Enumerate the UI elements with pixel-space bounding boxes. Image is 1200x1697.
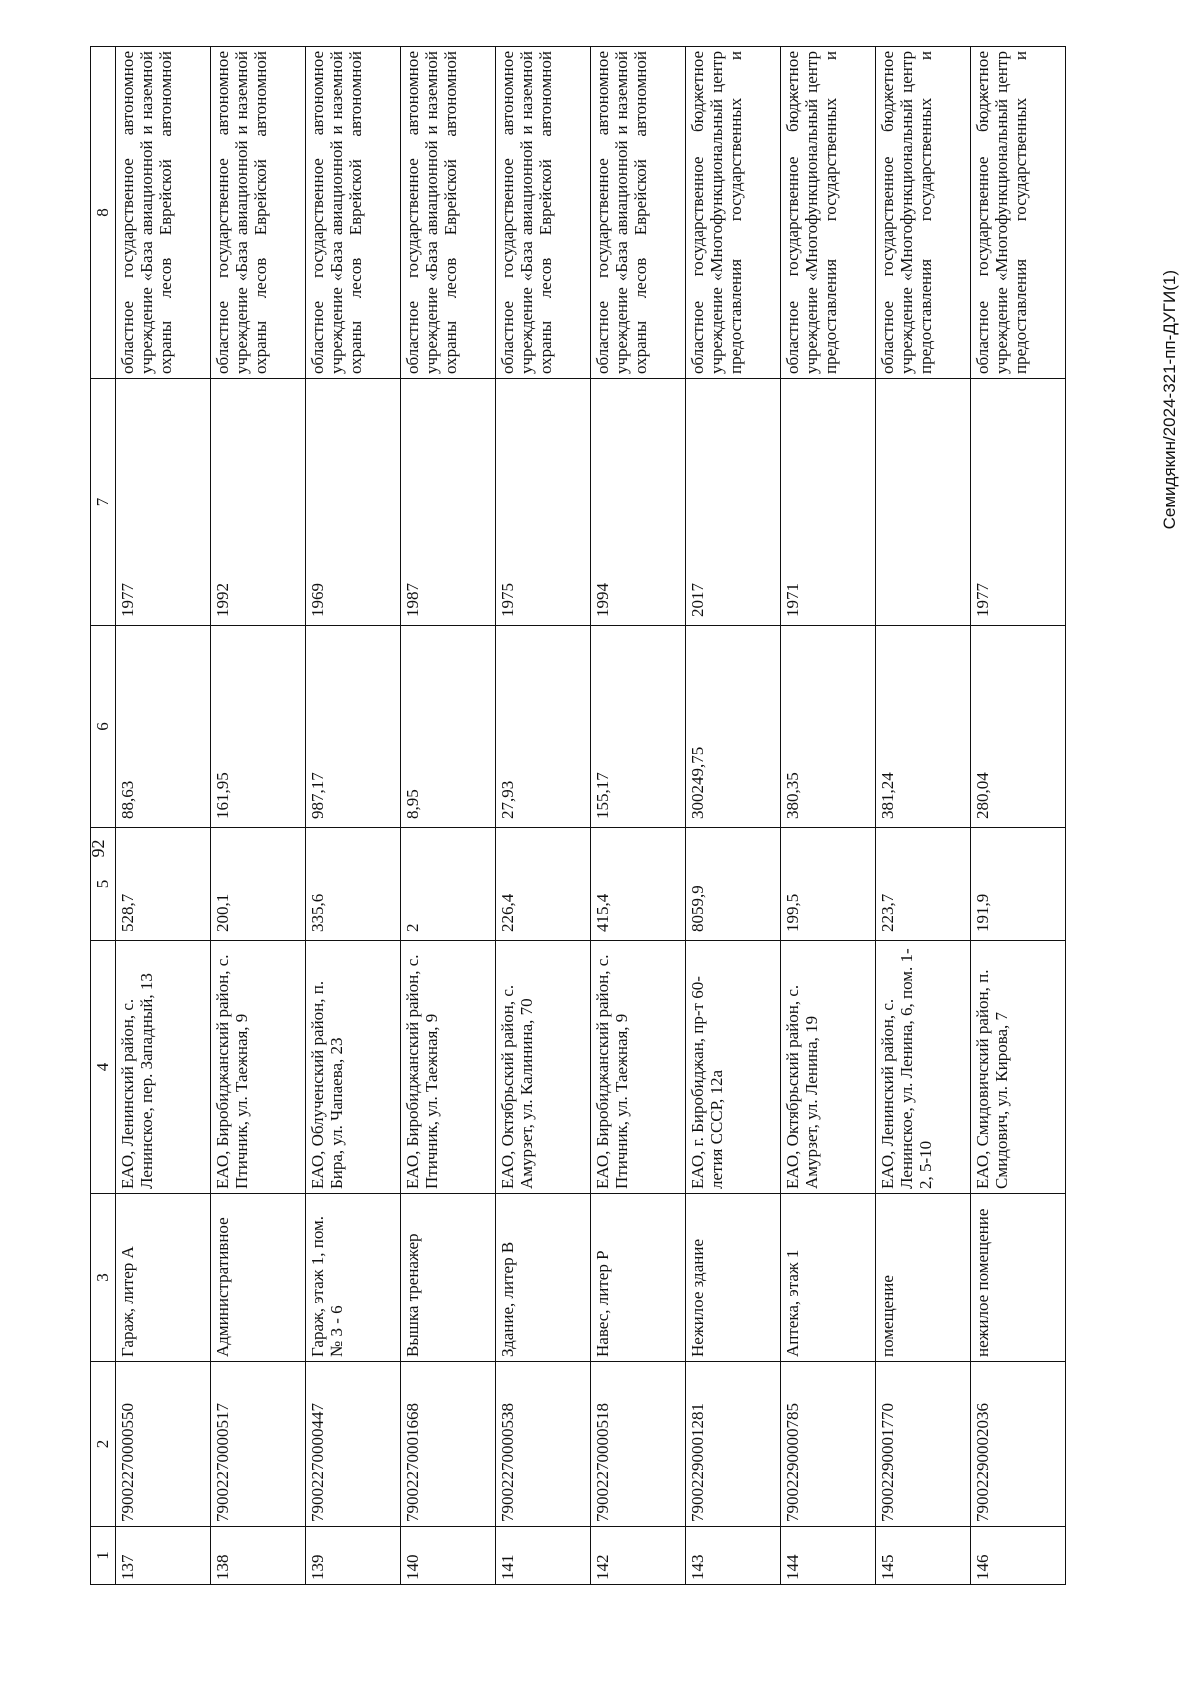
cell-name — [781, 1194, 876, 1362]
cell-text: 139 — [308, 1554, 327, 1580]
property-table — [90, 46, 1066, 1585]
cell-text: 1977 — [973, 583, 992, 617]
cell-name — [116, 1194, 211, 1362]
cell-holder — [211, 47, 306, 379]
cell-text: 280,04 — [973, 772, 992, 819]
cell-text: 1975 — [498, 583, 517, 617]
cell-value — [211, 626, 306, 828]
cell-text: 335,6 — [308, 893, 327, 932]
cell-name — [401, 1194, 496, 1362]
cell-text: Здание, литер В — [498, 1241, 517, 1357]
cell-value — [876, 626, 971, 828]
table-row — [876, 47, 971, 1585]
page-number: 92 — [88, 839, 108, 858]
header-row — [91, 47, 116, 1585]
cell-value — [971, 626, 1066, 828]
cell-code — [116, 1362, 211, 1527]
cell-code — [686, 1362, 781, 1527]
cell-text: 987,17 — [308, 772, 327, 819]
column-header: 2 — [91, 1362, 116, 1527]
cell-area — [591, 828, 686, 941]
table-row — [971, 47, 1066, 1585]
cell-n — [876, 1527, 971, 1585]
cell-address — [591, 941, 686, 1194]
table-row — [781, 47, 876, 1585]
cell-year — [876, 379, 971, 626]
cell-year — [306, 379, 401, 626]
cell-code — [496, 1362, 591, 1527]
cell-text: областное государственное бюджетное учреждение «Многофункциональный центр предоставления государственных и — [783, 51, 841, 374]
cell-text: ЕАО, Октябрьский район, с. Амурзет, ул. Калинина, 70 — [498, 984, 537, 1189]
cell-year — [116, 379, 211, 626]
cell-address — [686, 941, 781, 1194]
cell-address — [211, 941, 306, 1194]
cell-text: 79002290002036 — [973, 1403, 992, 1522]
cell-code — [211, 1362, 306, 1527]
cell-text: 1992 — [213, 583, 232, 617]
cell-n — [591, 1527, 686, 1585]
cell-text: ЕАО, Биробиджанский район, с. Птичник, ул. Таежная, 9 — [593, 954, 632, 1189]
cell-year — [971, 379, 1066, 626]
cell-text: 79002270000518 — [593, 1403, 612, 1522]
cell-text: 138 — [213, 1554, 232, 1580]
cell-name — [876, 1194, 971, 1362]
table-row — [496, 47, 591, 1585]
table-row — [401, 47, 496, 1585]
cell-text: ЕАО, Смидовичский район, п. Смидович, ул. Кирова, 7 — [973, 969, 1012, 1189]
cell-text: ЕАО, Ленинский район, с. Ленинское, ул. Ленина, 6, пом. 1-2, 5-10 — [878, 948, 936, 1189]
column-header: 7 — [91, 379, 116, 626]
cell-address — [306, 941, 401, 1194]
cell-text: 200,1 — [213, 893, 232, 932]
cell-address — [876, 941, 971, 1194]
cell-text: помещение — [878, 1275, 897, 1357]
cell-year — [496, 379, 591, 626]
cell-n — [686, 1527, 781, 1585]
cell-name — [306, 1194, 401, 1362]
column-header: 4 — [91, 941, 116, 1194]
cell-area — [781, 828, 876, 941]
cell-year — [211, 379, 306, 626]
cell-text: областное государственное бюджетное учреждение «Многофункциональный центр предоставления государственных и — [688, 51, 746, 374]
cell-address — [496, 941, 591, 1194]
cell-text: 2 — [403, 923, 422, 932]
cell-holder — [591, 47, 686, 379]
cell-text: 88,63 — [118, 780, 137, 819]
cell-code — [591, 1362, 686, 1527]
cell-text: Административное — [213, 1217, 232, 1357]
cell-text: областное государственное автономное учреждение «База авиационной и наземной охраны лесов Еврейской автономной — [308, 51, 366, 374]
cell-area — [306, 828, 401, 941]
cell-text: Гараж, этаж 1, пом. № 3 - 6 — [308, 1216, 347, 1357]
cell-address — [971, 941, 1066, 1194]
cell-area — [876, 828, 971, 941]
cell-text: 380,35 — [783, 772, 802, 819]
cell-text: 79002270000447 — [308, 1403, 327, 1522]
cell-text: 415,4 — [593, 893, 612, 932]
cell-text: ЕАО, Биробиджанский район, с. Птичник, ул. Таежная, 9 — [403, 954, 442, 1189]
cell-area — [401, 828, 496, 941]
cell-code — [306, 1362, 401, 1527]
table-body — [116, 47, 1066, 1585]
cell-area — [116, 828, 211, 941]
table-row — [211, 47, 306, 1585]
cell-text: ЕАО, г. Биробиджан, пр-т 60-летия СССР, 12а — [688, 976, 727, 1189]
cell-area — [686, 828, 781, 941]
cell-value — [116, 626, 211, 828]
table-row — [306, 47, 401, 1585]
cell-text: ЕАО, Октябрьский район, с. Амурзет, ул. Ленина, 19 — [783, 984, 822, 1189]
cell-value — [591, 626, 686, 828]
cell-n — [211, 1527, 306, 1585]
cell-text: 146 — [973, 1554, 992, 1580]
cell-area — [971, 828, 1066, 941]
cell-text: 143 — [688, 1554, 707, 1580]
cell-text: 161,95 — [213, 772, 232, 819]
cell-n — [116, 1527, 211, 1585]
cell-text: 226,4 — [498, 893, 517, 932]
cell-area — [211, 828, 306, 941]
cell-text: областное государственное автономное учреждение «База авиационной и наземной охраны лесов Еврейской автономной — [213, 51, 271, 374]
cell-holder — [781, 47, 876, 379]
cell-n — [496, 1527, 591, 1585]
cell-text: Аптека, этаж 1 — [783, 1249, 802, 1357]
cell-n — [971, 1527, 1066, 1585]
cell-text: 1969 — [308, 583, 327, 617]
cell-text: областное государственное автономное учреждение «База авиационной и наземной охраны лесов Еврейской автономной — [593, 51, 651, 374]
cell-text: 1971 — [783, 583, 802, 617]
cell-text: 27,93 — [498, 780, 517, 819]
cell-holder — [686, 47, 781, 379]
cell-text: 2017 — [688, 583, 707, 617]
cell-year — [401, 379, 496, 626]
cell-value — [496, 626, 591, 828]
cell-holder — [116, 47, 211, 379]
cell-text: Навес, литер Р — [593, 1250, 612, 1357]
cell-text: 79002270000538 — [498, 1403, 517, 1522]
cell-text: 79002270001668 — [403, 1403, 422, 1522]
cell-name — [211, 1194, 306, 1362]
cell-text: 145 — [878, 1554, 897, 1580]
cell-holder — [876, 47, 971, 379]
table-row — [591, 47, 686, 1585]
cell-area — [496, 828, 591, 941]
cell-text: 79002290001770 — [878, 1403, 897, 1522]
cell-text: областное государственное автономное учреждение «База авиационной и наземной охраны лесов Еврейской автономной — [403, 51, 461, 374]
cell-n — [401, 1527, 496, 1585]
cell-value — [306, 626, 401, 828]
cell-text: 381,24 — [878, 772, 897, 819]
cell-text: 1987 — [403, 583, 422, 617]
cell-text: 144 — [783, 1554, 802, 1580]
cell-year — [686, 379, 781, 626]
cell-n — [781, 1527, 876, 1585]
cell-text: 1977 — [118, 583, 137, 617]
cell-name — [591, 1194, 686, 1362]
cell-text: 300249,75 — [688, 746, 707, 819]
cell-address — [781, 941, 876, 1194]
cell-text: 155,17 — [593, 772, 612, 819]
cell-text: 8,95 — [403, 789, 422, 819]
cell-text: Нежилое здание — [688, 1239, 707, 1357]
cell-name — [496, 1194, 591, 1362]
column-header: 5 — [91, 828, 116, 941]
cell-text: областное государственное бюджетное учреждение «Многофункциональный центр предоставления государственных и — [878, 51, 936, 374]
cell-text: 79002290000785 — [783, 1403, 802, 1522]
cell-year — [591, 379, 686, 626]
cell-text: нежилое помещение — [973, 1208, 992, 1357]
cell-text: 140 — [403, 1554, 422, 1580]
cell-name — [686, 1194, 781, 1362]
cell-text: 528,7 — [118, 893, 137, 932]
cell-text: 199,5 — [783, 893, 802, 932]
cell-text: Вышка тренажер — [403, 1233, 422, 1357]
cell-text: 141 — [498, 1554, 517, 1580]
cell-text: 1994 — [593, 583, 612, 617]
cell-text: 191,9 — [973, 893, 992, 932]
cell-text: 79002270000550 — [118, 1403, 137, 1522]
cell-holder — [971, 47, 1066, 379]
column-header: 6 — [91, 626, 116, 828]
cell-code — [971, 1362, 1066, 1527]
column-header: 1 — [91, 1527, 116, 1585]
cell-text: областное государственное автономное учреждение «База авиационной и наземной охраны лесов Еврейской автономной — [118, 51, 176, 374]
cell-address — [116, 941, 211, 1194]
cell-holder — [496, 47, 591, 379]
cell-code — [876, 1362, 971, 1527]
table-row — [116, 47, 211, 1585]
cell-name — [971, 1194, 1066, 1362]
footer-text: Семидякин/2024-321-пп-ДУГИ(1) — [1160, 270, 1179, 530]
cell-text: 137 — [118, 1554, 137, 1580]
cell-text: областное государственное автономное учреждение «База авиационной и наземной охраны лесов Еврейской автономной — [498, 51, 556, 374]
cell-text: Гараж, литер А — [118, 1246, 137, 1357]
cell-year — [781, 379, 876, 626]
column-header: 8 — [91, 47, 116, 379]
column-header: 3 — [91, 1194, 116, 1362]
cell-code — [401, 1362, 496, 1527]
cell-value — [781, 626, 876, 828]
cell-text: ЕАО, Биробиджанский район, с. Птичник, ул. Таежная, 9 — [213, 954, 252, 1189]
cell-n — [306, 1527, 401, 1585]
cell-value — [686, 626, 781, 828]
cell-text: 142 — [593, 1554, 612, 1580]
cell-holder — [401, 47, 496, 379]
cell-text: 79002290001281 — [688, 1403, 707, 1522]
cell-text: областное государственное бюджетное учреждение «Многофункциональный центр предоставления государственных и — [973, 51, 1031, 374]
cell-address — [401, 941, 496, 1194]
table-row — [686, 47, 781, 1585]
cell-text: ЕАО, Ленинский район, с. Ленинское, пер. Западный, 13 — [118, 973, 157, 1189]
cell-value — [401, 626, 496, 828]
cell-code — [781, 1362, 876, 1527]
cell-holder — [306, 47, 401, 379]
cell-text: 8059,9 — [688, 885, 707, 932]
cell-text: 223,7 — [878, 893, 897, 932]
cell-text: 79002270000517 — [213, 1403, 232, 1522]
cell-text: ЕАО, Облученский район, п. Бира, ул. Чапаева, 23 — [308, 980, 347, 1189]
